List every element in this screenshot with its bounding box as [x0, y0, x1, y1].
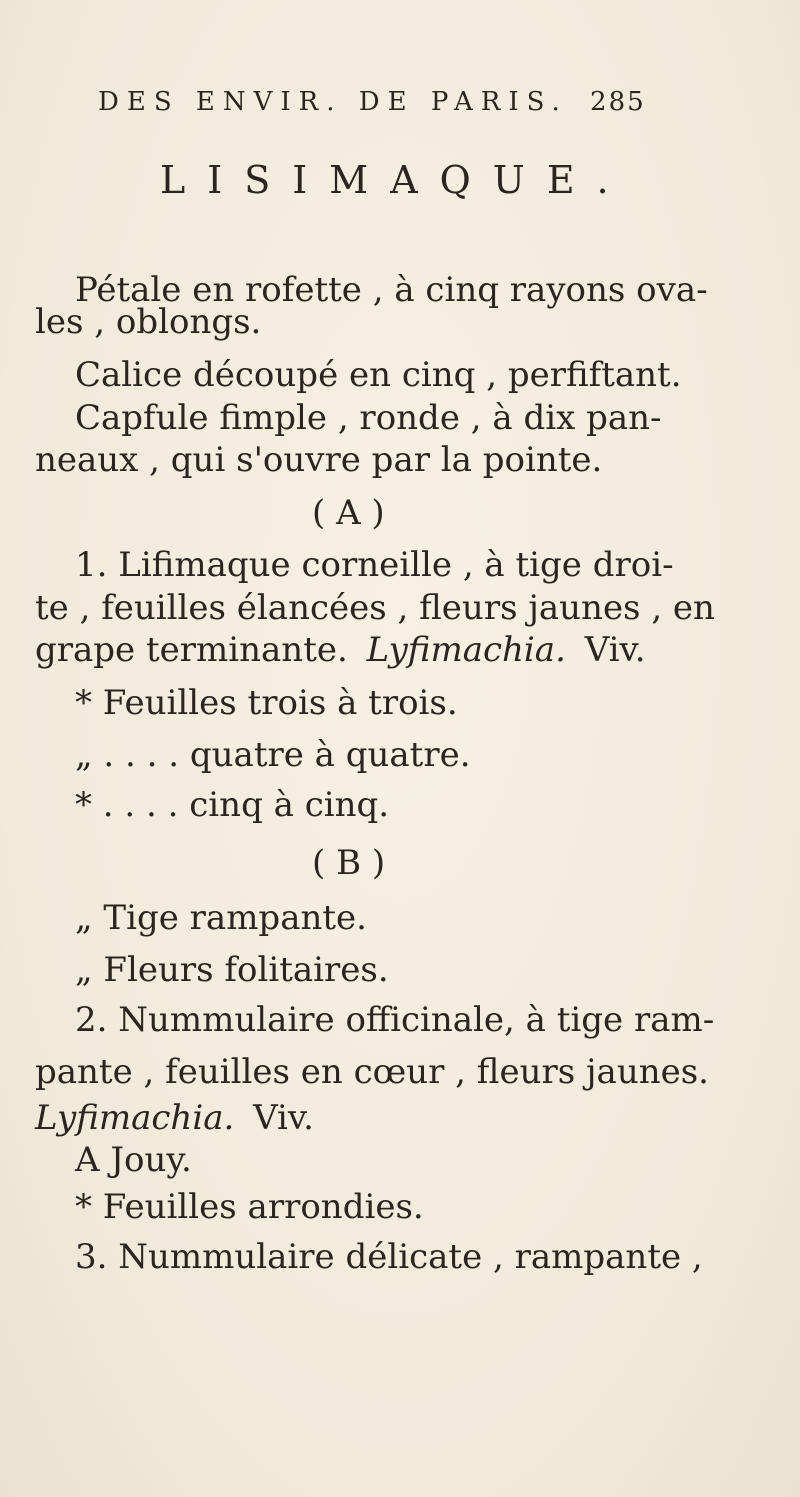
text-line: 1. Lifimaque corneille , à tige droi-: [75, 545, 674, 585]
text-line: „ Fleurs folitaires.: [75, 950, 389, 990]
text-line: Pétale en rofette , à cinq rayons ova-: [75, 270, 708, 310]
text-line: neaux , qui s'ouvre par la pointe.: [35, 440, 603, 480]
subsection-marker-a: ( A ): [312, 493, 385, 533]
running-head-title: DES ENVIR. DE PARIS.: [98, 87, 568, 117]
text-line: te , feuilles élancées , fleurs jaunes , en: [35, 588, 715, 628]
text-line: A Jouy.: [75, 1140, 192, 1180]
text-line: 2. Nummulaire officinale, à tige ram-: [75, 1000, 715, 1040]
text-fragment: Viv.: [584, 630, 646, 670]
latin-name: Lyfimachia.: [366, 630, 566, 670]
text-line: * . . . . cinq à cinq.: [75, 785, 390, 825]
text-line: Calice découpé en cinq , perfiftant.: [75, 355, 682, 395]
section-title: LISIMAQUE.: [160, 158, 631, 202]
page-number: 285: [590, 87, 646, 117]
text-line: les , oblongs.: [35, 302, 262, 342]
text-line: „ Tige rampante.: [75, 898, 367, 938]
text-line: pante , feuilles en cœur , fleurs jaunes.: [35, 1052, 709, 1092]
text-line: 3. Nummulaire délicate , rampante ,: [75, 1237, 703, 1277]
text-line: [35, 630, 646, 670]
text-line: „ . . . . quatre à quatre.: [75, 735, 471, 775]
subsection-marker-b: ( B ): [312, 843, 386, 883]
text-line: * Feuilles arrondies.: [75, 1187, 424, 1227]
text-line: * Feuilles trois à trois.: [75, 683, 458, 723]
running-head: [98, 82, 646, 122]
text-fragment: grape terminante.: [35, 630, 348, 670]
text-fragment: Viv.: [253, 1098, 314, 1138]
text-line: Capfule fimple , ronde , à dix pan-: [75, 398, 662, 438]
latin-name: Lyfimachia.: [35, 1098, 235, 1138]
text-line: [35, 1098, 314, 1138]
